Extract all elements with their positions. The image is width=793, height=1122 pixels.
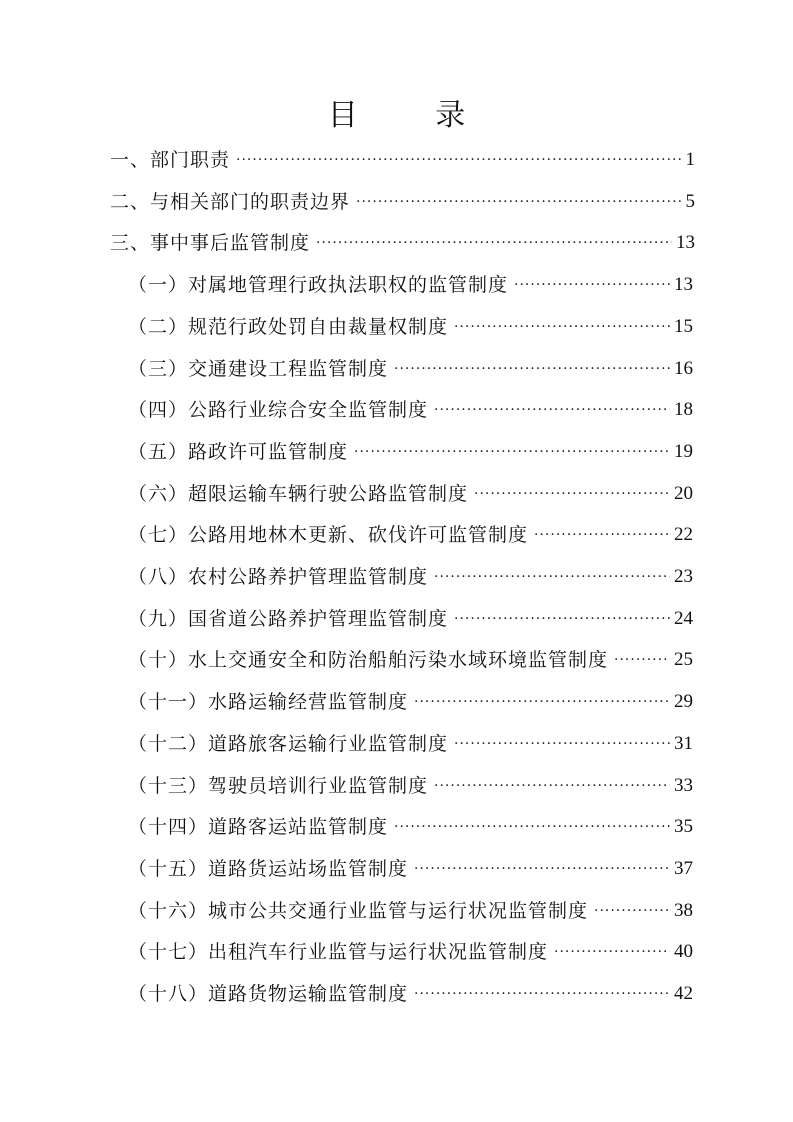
toc-dot-leader — [394, 807, 670, 847]
toc-dot-leader — [394, 349, 670, 389]
toc-dot-leader — [554, 932, 670, 972]
toc-entry-label: （四）公路行业综合安全监管制度 — [128, 399, 429, 422]
toc-dot-leader — [236, 140, 681, 180]
toc-entry-page-number: 35 — [674, 816, 693, 838]
toc-dot-leader — [354, 432, 670, 472]
toc-entry-label: （十三）驾驶员培训行业监管制度 — [128, 774, 429, 797]
toc-entry-label: （七）公路用地林木更新、砍伐许可监管制度 — [128, 524, 529, 547]
toc-entry-page-number: 1 — [685, 149, 695, 170]
toc-dot-leader — [454, 307, 670, 347]
toc-entry-label: （十）水上交通安全和防治船舶污染水域环境监管制度 — [128, 649, 609, 672]
toc-entry-page-number: 29 — [674, 691, 693, 713]
toc-entry[interactable] — [128, 474, 693, 514]
toc-dot-leader — [434, 390, 670, 430]
toc-dot-leader — [414, 682, 670, 722]
toc-entry-page-number: 13 — [674, 274, 693, 296]
toc-entry-label: 一、部门职责 — [110, 149, 231, 171]
toc-entry-page-number: 38 — [674, 899, 693, 921]
toc-entry-label: 二、与相关部门的职责边界 — [110, 190, 351, 213]
toc-entry-label: （十一）水路运输经营监管制度 — [128, 691, 409, 714]
toc-entry[interactable] — [128, 682, 693, 722]
toc-dot-leader — [534, 515, 670, 555]
toc-entry-label: （五）路政许可监管制度 — [128, 440, 349, 463]
toc-entry-page-number: 40 — [674, 941, 693, 963]
toc-dot-leader — [474, 474, 670, 514]
toc-entry-label: （三）交通建设工程监管制度 — [128, 357, 389, 380]
toc-entry[interactable] — [128, 265, 693, 305]
toc-entry-label: （八）农村公路养护管理监管制度 — [128, 566, 429, 588]
toc-entry-page-number: 22 — [674, 524, 693, 546]
toc-entry[interactable] — [110, 182, 695, 222]
toc-entry-page-number: 25 — [674, 649, 693, 671]
toc-entry[interactable] — [128, 349, 693, 389]
toc-entry[interactable] — [128, 807, 693, 847]
toc-entry-label: （二）规范行政处罚自由裁量权制度 — [128, 315, 449, 338]
toc-entry[interactable] — [128, 640, 693, 680]
toc-dot-leader — [454, 724, 670, 764]
toc-entry[interactable] — [128, 432, 693, 472]
toc-entry-page-number: 16 — [674, 357, 693, 379]
toc-entry-label: （十二）道路旅客运输行业监管制度 — [128, 732, 449, 755]
toc-entry[interactable] — [128, 849, 693, 889]
toc-dot-leader — [414, 849, 670, 889]
toc-entry-page-number: 15 — [674, 315, 693, 337]
toc-entry-page-number: 33 — [674, 774, 693, 796]
toc-entry-label: （十五）道路货运站场监管制度 — [128, 857, 409, 880]
toc-dot-leader — [434, 557, 670, 597]
toc-entry-page-number: 23 — [674, 566, 693, 587]
toc-dot-leader — [514, 265, 670, 305]
toc-entry-page-number: 13 — [676, 232, 695, 254]
toc-entry[interactable] — [128, 766, 693, 806]
toc-entry-label: 三、事中事后监管制度 — [110, 232, 311, 255]
toc-entry[interactable] — [128, 515, 693, 555]
toc-entry-label: （十四）道路客运站监管制度 — [128, 816, 389, 839]
toc-entry-page-number: 5 — [685, 190, 695, 212]
toc-entry-label: （六）超限运输车辆行驶公路监管制度 — [128, 482, 469, 505]
toc-entry[interactable] — [128, 307, 693, 347]
toc-entry-label: （十七）出租汽车行业监管与运行状况监管制度 — [128, 941, 549, 964]
toc-dot-leader — [316, 223, 672, 263]
toc-dot-leader — [356, 182, 681, 222]
toc-entry[interactable] — [128, 974, 693, 1014]
toc-dot-leader — [454, 599, 670, 639]
toc-dot-leader — [414, 974, 670, 1014]
toc-entry[interactable] — [128, 932, 693, 972]
toc-entry[interactable] — [110, 223, 695, 263]
page-title: 目 录 — [327, 98, 500, 133]
toc-entry-label: （九）国省道公路养护管理监管制度 — [128, 607, 449, 630]
toc-dot-leader — [594, 891, 670, 931]
toc-entry-page-number: 24 — [674, 607, 693, 629]
toc-entry[interactable] — [110, 140, 695, 180]
toc-entry-label: （十六）城市公共交通行业监管与运行状况监管制度 — [128, 899, 589, 922]
toc-dot-leader — [434, 766, 670, 806]
toc-entry-page-number: 19 — [674, 440, 693, 462]
toc-entry-label: （一）对属地管理行政执法职权的监管制度 — [128, 274, 509, 297]
toc-entry-page-number: 20 — [674, 482, 693, 504]
toc-entry[interactable] — [128, 390, 693, 430]
toc-entry[interactable] — [128, 599, 693, 639]
toc-entry-label: （十八）道路货物运输监管制度 — [128, 983, 409, 1005]
toc-entry-page-number: 18 — [674, 399, 693, 421]
toc-entry-page-number: 31 — [674, 732, 693, 754]
toc-entry-page-number: 37 — [674, 857, 693, 879]
toc-entry-page-number: 42 — [674, 983, 693, 1004]
toc-dot-leader — [614, 640, 670, 680]
toc-entry[interactable] — [128, 724, 693, 764]
toc-entry[interactable] — [128, 557, 693, 597]
toc-entry[interactable] — [128, 891, 693, 931]
